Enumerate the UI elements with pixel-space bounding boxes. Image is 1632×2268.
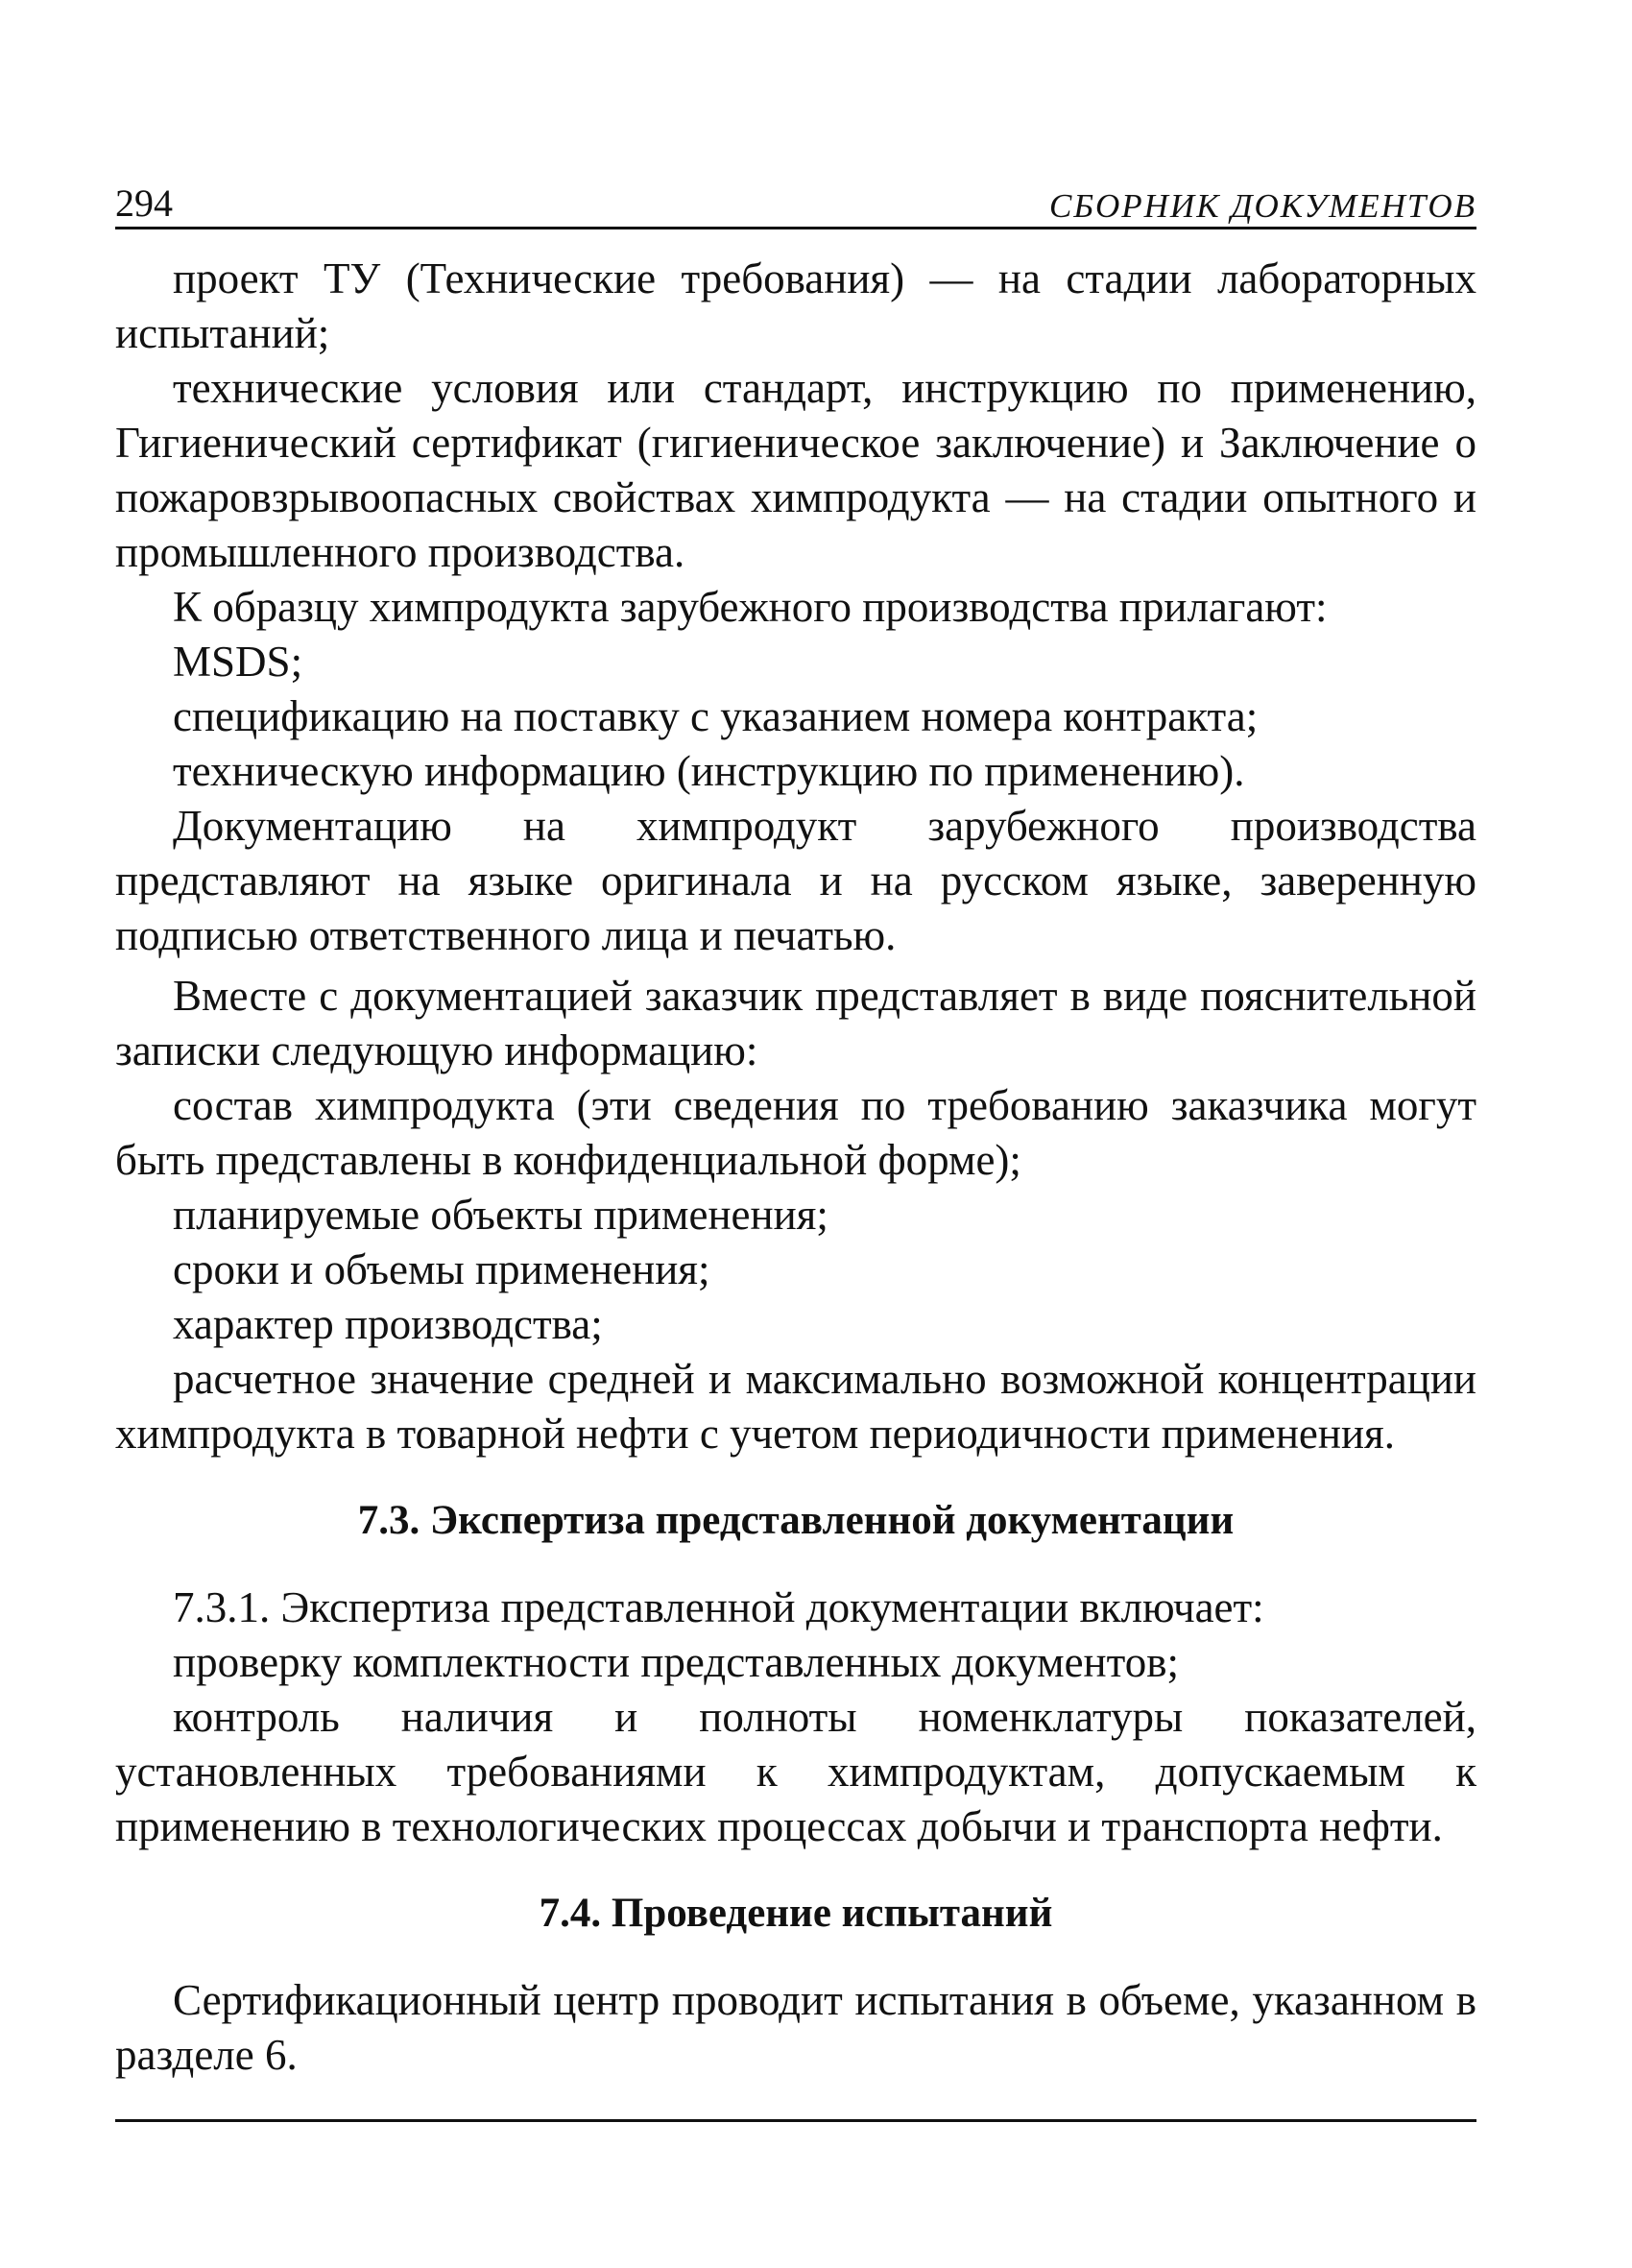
collection-title: СБОРНИК ДОКУМЕНТОВ	[1049, 187, 1476, 225]
section-heading-7-4: 7.4. Проведение испытаний	[539, 1891, 1053, 1936]
paragraph: сроки и объемы применения;	[173, 1245, 710, 1293]
paragraph: техническую информацию (инструкцию по применению).	[173, 747, 1245, 795]
section-heading-7-3: 7.3. Экспертиза представленной документации	[357, 1498, 1235, 1543]
paragraph: MSDS;	[173, 638, 303, 686]
paragraph: 7.3.1. Экспертиза представленной документации включает:	[173, 1583, 1264, 1631]
paragraph: планируемые объекты применения;	[173, 1191, 828, 1239]
paragraph: Вместе с документацией заказчик представляет в виде пояснительной записки следующую информацию:	[115, 972, 1476, 1074]
paragraph: характер производства;	[173, 1300, 603, 1348]
document-page	[115, 0, 1476, 2268]
paragraph: Сертификационный центр проводит испытания в объеме, указанном в разделе 6.	[115, 1976, 1476, 2079]
paragraph: проект ТУ (Технические требования) — на стадии лабораторных испытаний;	[115, 254, 1476, 357]
paragraph: контроль наличия и полноты номенклатуры показателей, установленных требованиями к химпродуктам, допускаемым к применению в технологических процессах добычи и транспорта нефти.	[115, 1693, 1476, 1850]
footer-rule	[115, 2119, 1476, 2122]
paragraph: состав химпродукта (эти сведения по требованию заказчика могут быть представлены в конфиденциальной форме);	[115, 1081, 1476, 1184]
paragraph: технические условия или стандарт, инструкцию по применению, Гигиенический сертификат (гигиеническое заключение) и Заключение о пожаровзрывоопасных свойствах химпродукта — на стадии опытного и промышленного производства.	[115, 364, 1476, 576]
paragraph: Документацию на химпродукт зарубежного производства представляют на языке оригинала и на русском языке, заверенную подписью ответственного лица и печатью.	[115, 802, 1476, 959]
page-number: 294	[115, 181, 173, 225]
paragraph: К образцу химпродукта зарубежного производства прилагают:	[173, 583, 1328, 631]
running-header	[115, 179, 1476, 229]
paragraph: проверку комплектности представленных документов;	[173, 1638, 1179, 1686]
paragraph: спецификацию на поставку с указанием номера контракта;	[173, 692, 1259, 740]
body-text	[115, 252, 1476, 2083]
paragraph: расчетное значение средней и максимально возможной концентрации химпродукта в товарной нефти с учетом периодичности применения.	[115, 1355, 1476, 1458]
